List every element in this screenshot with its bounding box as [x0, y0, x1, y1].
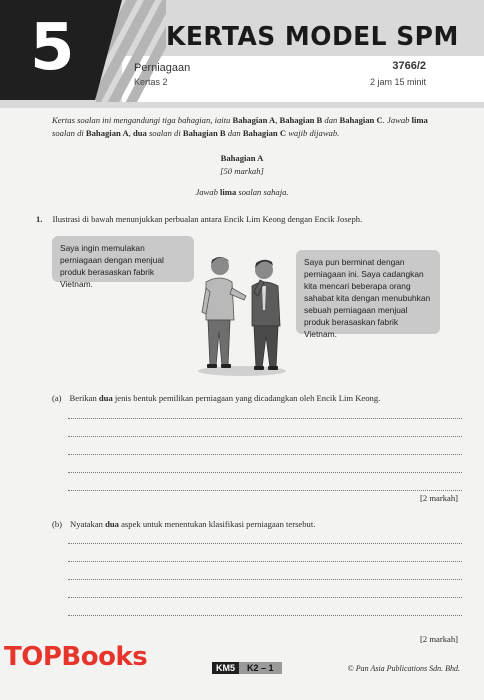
answer-line: [68, 490, 462, 491]
question-1b-marks: [2 markah]: [420, 634, 458, 644]
answer-line: [68, 597, 462, 598]
answer-line: [68, 615, 462, 616]
page-code: KM5 K2 – 1: [212, 663, 282, 673]
subject-label: Perniagaan: [134, 62, 191, 74]
paper-code: 3766/2: [392, 60, 426, 72]
paper-label: Kertas 2: [134, 77, 168, 87]
speech-bubble-left: Saya ingin memulakan perniagaan dengan menjual produk berasaskan fabrik Vietnam.: [52, 236, 194, 282]
section-marks: [50 markah]: [220, 166, 264, 176]
question-1a: (a) Berikan dua jenis bentuk pemilikan perniagaan yang dicadangkan oleh Encik Lim Keong.: [52, 393, 381, 403]
topbooks-logo: TOPBooks: [4, 642, 148, 672]
answer-line: [68, 454, 462, 455]
instructions: Kertas soalan ini mengandungi tiga bahagian, iaitu Bahagian A, Bahagian B dan Bahagian C. Jawab lima soalan di Bahagian A, dua soalan di Bahagian B dan Bahagian C wajib dijawab.: [52, 115, 428, 138]
speech-bubble-right: Saya pun berminat dengan perniagaan ini. Saya cadangkan kita mencari beberapa orang sahabat kita dengan menubuhkan sebuah perniagaan menjual produk berasaskan fabrik Vietnam.: [296, 250, 440, 334]
chapter-number: 5: [30, 11, 75, 85]
question-1b: (b) Nyatakan dua aspek untuk menentukan klasifikasi perniagaan tersebut.: [52, 519, 316, 529]
question-1a-marks: [2 markah]: [420, 493, 458, 503]
copyright: © Pan Asia Publications Sdn. Bhd.: [347, 664, 460, 673]
paper-duration: 2 jam 15 minit: [369, 77, 426, 87]
section-instruction: Jawab lima soalan sahaja.: [195, 187, 289, 197]
answer-line: [68, 472, 462, 473]
answer-line: [68, 561, 462, 562]
answer-line: [68, 436, 462, 437]
page-title: KERTAS MODEL SPM: [166, 22, 459, 52]
answer-line: [68, 579, 462, 580]
answer-line: [68, 543, 462, 544]
question-1: 1. Ilustrasi di bawah menunjukkan perbualan antara Encik Lim Keong dengan Encik Joseph.: [36, 214, 363, 224]
answer-line: [68, 418, 462, 419]
conversation-illustration: [192, 240, 296, 378]
section-title: Bahagian A: [220, 153, 264, 163]
